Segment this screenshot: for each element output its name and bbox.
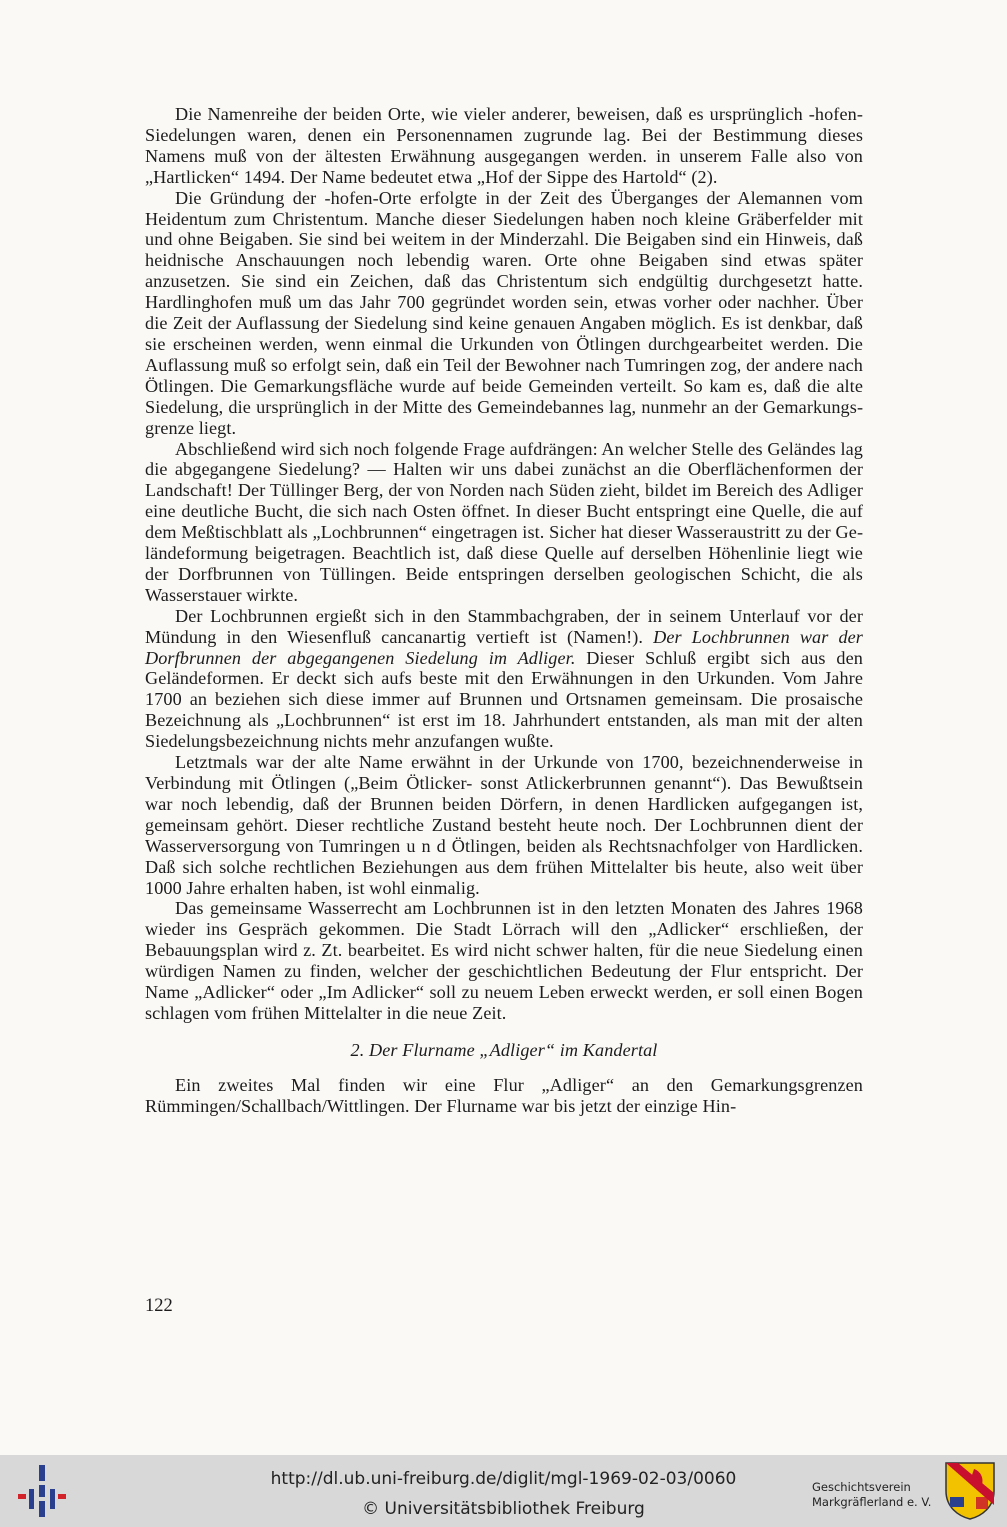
section-heading: 2. Der Flurname „Adliger“ im Kandertal	[350, 1039, 658, 1060]
paragraph-4	[145, 606, 863, 752]
paragraph-4-text-end: Dieser Schluß ergibt sich aus den Geländeformen. Er deckt sich aufs beste mit den Erwähnungen in den Urkunden. Vom Jahre 1700 an beziehen sich diese immer auf Brunnen und Ortsnamen gemeinsam. Die prosaische Bezeichnung als „Lochbrunnen“ ist erst im 18. Jahrhundert entstanden, als man mit der alten Siedelungsbezeichnung nichts mehr anzufangen wußte.	[145, 647, 863, 752]
paragraph-3: Abschließend wird sich noch folgende Frage aufdrängen: An welcher Stelle des Geländes lag die abgegangene Siedelung? — Halten wir uns dabei zunächst an die Oberflächenformen der Landschaft! Der Tüllinger Berg, der von Norden nach Süden zieht, bildet im Bereich des Adliger eine deutliche Bucht, die sich nach Osten öffnet. In dieser Bucht entspringt eine Quelle, die auf dem Meßtischblatt als „Lochbrunnen“ eingetragen ist. Sicher hat dieser Wasseraustritt zu der Geländeformung beigetragen. Beachtlich ist, daß diese Quelle auf derselben Höhenlinie liegt wie der Dorfbrunnen von Tüllingen. Beide entspringen derselben geologischen Schicht, die als Wasserstauer wirkte.	[145, 438, 863, 605]
society-name-line-2: Markgräflerland e. V.	[812, 1495, 932, 1509]
paragraph-6: Das gemeinsame Wasserrecht am Lochbrunnen ist in den letzten Monaten des Jahres 1968 wieder ins Gespräch gekommen. Die Stadt Lörrach will den „Adlicker“ erschließen, der Bebauungsplan wird z. Zt. bearbeitet. Es wird nicht schwer halten, für die neue Siedelung einen würdigen Namen zu finden, welcher der geschichtlichen Bedeutung der Flur entspricht. Der Name „Adlicker“ oder „Im Adlicker“ soll zu neuem Leben erweckt werden, er soll einen Bogen schlagen vom frühen Mittelalter in die neue Zeit.	[145, 898, 863, 1023]
paragraph-5: Letztmals war der alte Name erwähnt in der Urkunde von 1700, bezeichnenderweise in Verbindung mit Ötlingen („Beim Ötlicker- sonst Atlickerbrunnen genannt“). Das Bewußtsein war noch lebendig, daß der Brunnen beiden Dörfern, in denen Hardlicken aufgegangen ist, gemeinsam gehört. Dieser rechtliche Zustand besteht heute noch. Der Lochbrunnen dient der Wasserversorgung von Tumringen u n d Ötlingen, beiden als Rechtsnachfolger von Hardlicken. Daß sich solche rechtlichen Beziehungen aus dem frühen Mittelalter bis heute, also weit über 1000 Jahre erhalten haben, ist wohl einmalig.	[145, 752, 863, 898]
footer-copyright: © Universitätsbibliothek Freiburg	[362, 1499, 645, 1519]
footer-bar	[0, 1455, 1007, 1527]
paragraph-1: Die Namenreihe der beiden Orte, wie vieler anderer, beweisen, daß es ursprünglich -hofen-Siedelungen waren, denen ein Personennamen zugrunde lag. Bei der Bestimmung dieses Namens muß von der ältesten Erwähnung ausgegangen werden. in unserem Falle also von „Hartlicken“ 1494. Der Name bedeutet etwa „Hof der Sippe des Hartold“ (2).	[145, 104, 863, 187]
footer-url-link[interactable]: http://dl.ub.uni-freiburg.de/diglit/mgl-1969-02-03/0060	[270, 1469, 737, 1489]
coat-of-arms-icon	[944, 1461, 996, 1521]
paragraph-4-italic-conclusion: Der Lochbrunnen war der Dorfbrunnen der abgegangenen Siedelung im Adliger.	[145, 626, 863, 668]
society-name-line-1: Geschichtsverein	[812, 1480, 911, 1494]
paragraph-4-text-start: Der Lochbrunnen ergießt sich in den Stammbachgraben, der in seinem Unterlauf vor der Mündung in den Wiesenfluß cancanartig vertieft ist (Namen!).	[145, 605, 863, 647]
page-number: 122	[145, 1296, 173, 1316]
paragraph-7: Ein zweites Mal finden wir eine Flur „Adliger“ an den Gemarkungsgrenzen Rümmingen/Schallbach/Wittlingen. Der Flurname war bis jetzt der einzige Hin-	[145, 1074, 863, 1116]
society-name	[812, 1480, 942, 1510]
page-body	[145, 104, 863, 1117]
paragraph-2: Die Gründung der -hofen-Orte erfolgte in der Zeit des Überganges der Alemannen vom Heidentum zum Christentum. Manche dieser Siedelungen haben noch kleine Gräberfelder mit und ohne Beigaben. Sie sind bei weitem in der Minderzahl. Die Beigaben sind ein Hinweis, daß heidnische Anschauungen noch lebendig waren. Orte ohne Beigaben sind etwas später anzusetzen. Sie sind ein Zeichen, daß das Christentum sich endgültig durchgesetzt hatte. Hardlinghofen muß um das Jahr 700 gegründet worden sein, etwas vorher oder nachher. Über die Zeit der Auflassung der Siedelung sind keine genauen Angaben möglich. Es ist denkbar, daß sie erscheinen werden, wenn einmal die Urkunden von Ötlingen durchgearbeitet werden. Die Auflassung muß so erfolgt sein, daß ein Teil der Bewohner nach Tumringen zog, der andere nach Ötlingen. Die Gemarkungsfläche wurde auf beide Gemeinden verteilt. So kam es, daß die alte Siedelung, die ursprünglich in der Mitte des Gemeindebannes lag, nunmehr an der Gemarkungsgrenze liegt.	[145, 187, 863, 438]
